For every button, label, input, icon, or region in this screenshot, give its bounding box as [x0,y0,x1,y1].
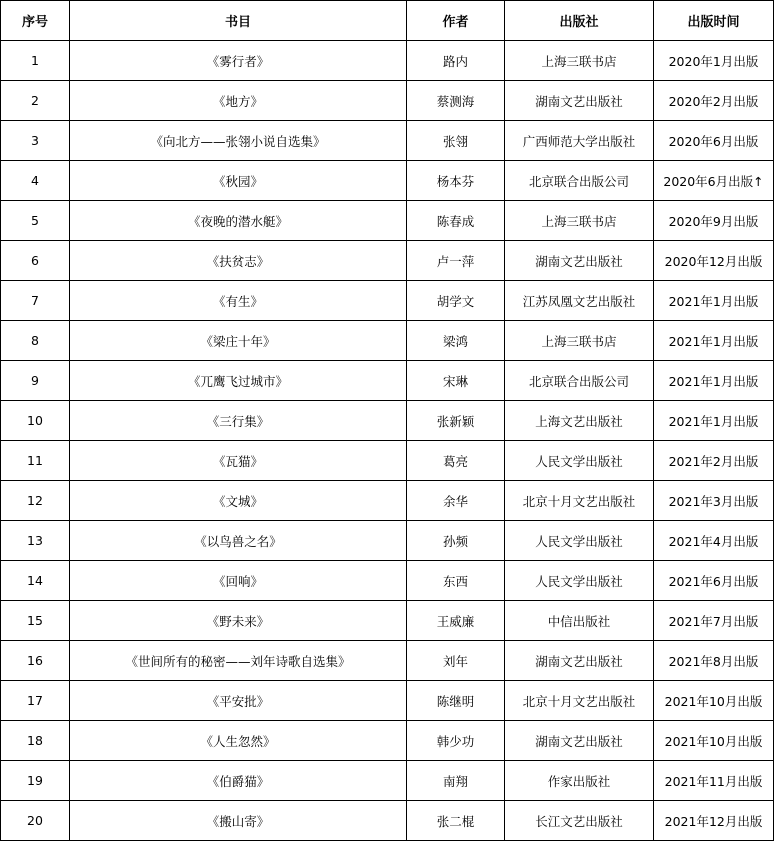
cell-index: 3 [1,121,70,161]
cell-date: 2020年1月出版 [654,41,774,81]
cell-publisher: 北京十月文艺出版社 [505,681,654,721]
cell-date: 2021年1月出版 [654,321,774,361]
table-row [1,761,774,801]
cell-date: 2021年12月出版 [654,801,774,841]
table-row [1,281,774,321]
cell-publisher: 人民文学出版社 [505,521,654,561]
cell-title: 《扶贫志》 [70,241,407,281]
table-row [1,641,774,681]
cell-title: 《夜晚的潜水艇》 [70,201,407,241]
cell-date: 2021年10月出版 [654,721,774,761]
cell-index: 13 [1,521,70,561]
cell-index: 9 [1,361,70,401]
cell-author: 卢一萍 [407,241,505,281]
table-row [1,441,774,481]
cell-date: 2021年1月出版 [654,361,774,401]
cell-publisher: 北京联合出版公司 [505,161,654,201]
cell-date: 2021年6月出版 [654,561,774,601]
cell-title: 《秋园》 [70,161,407,201]
cell-publisher: 上海三联书店 [505,321,654,361]
table-row [1,681,774,721]
cell-title: 《向北方——张翎小说自选集》 [70,121,407,161]
cell-author: 路内 [407,41,505,81]
cell-title: 《平安批》 [70,681,407,721]
table-row [1,601,774,641]
cell-title: 《地方》 [70,81,407,121]
cell-title: 《瓦猫》 [70,441,407,481]
cell-title: 《兀鹰飞过城市》 [70,361,407,401]
cell-date: 2021年10月出版 [654,681,774,721]
cell-date: 2020年2月出版 [654,81,774,121]
table-row [1,121,774,161]
table-row [1,481,774,521]
cell-index: 20 [1,801,70,841]
cell-title: 《雾行者》 [70,41,407,81]
cell-publisher: 上海三联书店 [505,41,654,81]
cell-index: 2 [1,81,70,121]
cell-index: 5 [1,201,70,241]
cell-publisher: 人民文学出版社 [505,561,654,601]
header-row [1,1,774,41]
cell-author: 胡学文 [407,281,505,321]
header-publisher: 出版社 [505,1,654,41]
cell-author: 蔡测海 [407,81,505,121]
cell-date: 2020年12月出版 [654,241,774,281]
cell-publisher: 人民文学出版社 [505,441,654,481]
cell-author: 孙频 [407,521,505,561]
cell-publisher: 作家出版社 [505,761,654,801]
cell-date: 2020年6月出版↑ [654,161,774,201]
cell-author: 张翎 [407,121,505,161]
cell-index: 11 [1,441,70,481]
cell-publisher: 上海三联书店 [505,201,654,241]
cell-index: 14 [1,561,70,601]
cell-title: 《野未来》 [70,601,407,641]
cell-date: 2021年7月出版 [654,601,774,641]
cell-date: 2021年4月出版 [654,521,774,561]
cell-index: 10 [1,401,70,441]
cell-publisher: 中信出版社 [505,601,654,641]
header-author: 作者 [407,1,505,41]
cell-index: 1 [1,41,70,81]
cell-title: 《文城》 [70,481,407,521]
table-row [1,361,774,401]
table-row [1,801,774,841]
cell-date: 2021年3月出版 [654,481,774,521]
header-title: 书目 [70,1,407,41]
cell-author: 杨本芬 [407,161,505,201]
cell-author: 余华 [407,481,505,521]
table-row [1,521,774,561]
cell-date: 2021年1月出版 [654,281,774,321]
table-row [1,241,774,281]
cell-title: 《以鸟兽之名》 [70,521,407,561]
cell-date: 2020年9月出版 [654,201,774,241]
cell-author: 南翔 [407,761,505,801]
cell-title: 《梁庄十年》 [70,321,407,361]
cell-author: 王威廉 [407,601,505,641]
cell-author: 陈继明 [407,681,505,721]
cell-publisher: 长江文艺出版社 [505,801,654,841]
cell-date: 2021年2月出版 [654,441,774,481]
table-row [1,201,774,241]
cell-index: 7 [1,281,70,321]
cell-publisher: 上海文艺出版社 [505,401,654,441]
cell-index: 17 [1,681,70,721]
cell-title: 《搬山寄》 [70,801,407,841]
cell-index: 12 [1,481,70,521]
cell-date: 2020年6月出版 [654,121,774,161]
cell-publisher: 湖南文艺出版社 [505,721,654,761]
cell-author: 韩少功 [407,721,505,761]
table-row [1,321,774,361]
cell-author: 宋琳 [407,361,505,401]
cell-index: 15 [1,601,70,641]
header-date: 出版时间 [654,1,774,41]
cell-index: 4 [1,161,70,201]
cell-author: 葛亮 [407,441,505,481]
table-row [1,561,774,601]
cell-publisher: 湖南文艺出版社 [505,641,654,681]
cell-date: 2021年1月出版 [654,401,774,441]
cell-index: 18 [1,721,70,761]
cell-title: 《三行集》 [70,401,407,441]
cell-author: 东西 [407,561,505,601]
cell-date: 2021年8月出版 [654,641,774,681]
cell-author: 张新颖 [407,401,505,441]
cell-publisher: 北京联合出版公司 [505,361,654,401]
cell-title: 《回响》 [70,561,407,601]
cell-index: 6 [1,241,70,281]
cell-author: 张二棍 [407,801,505,841]
cell-title: 《伯爵猫》 [70,761,407,801]
table-row [1,721,774,761]
cell-title: 《有生》 [70,281,407,321]
header-index: 序号 [1,1,70,41]
table-row [1,81,774,121]
table-row [1,401,774,441]
cell-publisher: 湖南文艺出版社 [505,81,654,121]
cell-author: 陈春成 [407,201,505,241]
cell-author: 刘年 [407,641,505,681]
cell-publisher: 湖南文艺出版社 [505,241,654,281]
cell-publisher: 广西师范大学出版社 [505,121,654,161]
cell-index: 16 [1,641,70,681]
cell-publisher: 北京十月文艺出版社 [505,481,654,521]
table-row [1,41,774,81]
table-body [1,41,774,841]
cell-title: 《世间所有的秘密——刘年诗歌自选集》 [70,641,407,681]
table-row [1,161,774,201]
cell-index: 8 [1,321,70,361]
cell-title: 《人生忽然》 [70,721,407,761]
cell-date: 2021年11月出版 [654,761,774,801]
cell-author: 梁鸿 [407,321,505,361]
cell-index: 19 [1,761,70,801]
cell-publisher: 江苏凤凰文艺出版社 [505,281,654,321]
